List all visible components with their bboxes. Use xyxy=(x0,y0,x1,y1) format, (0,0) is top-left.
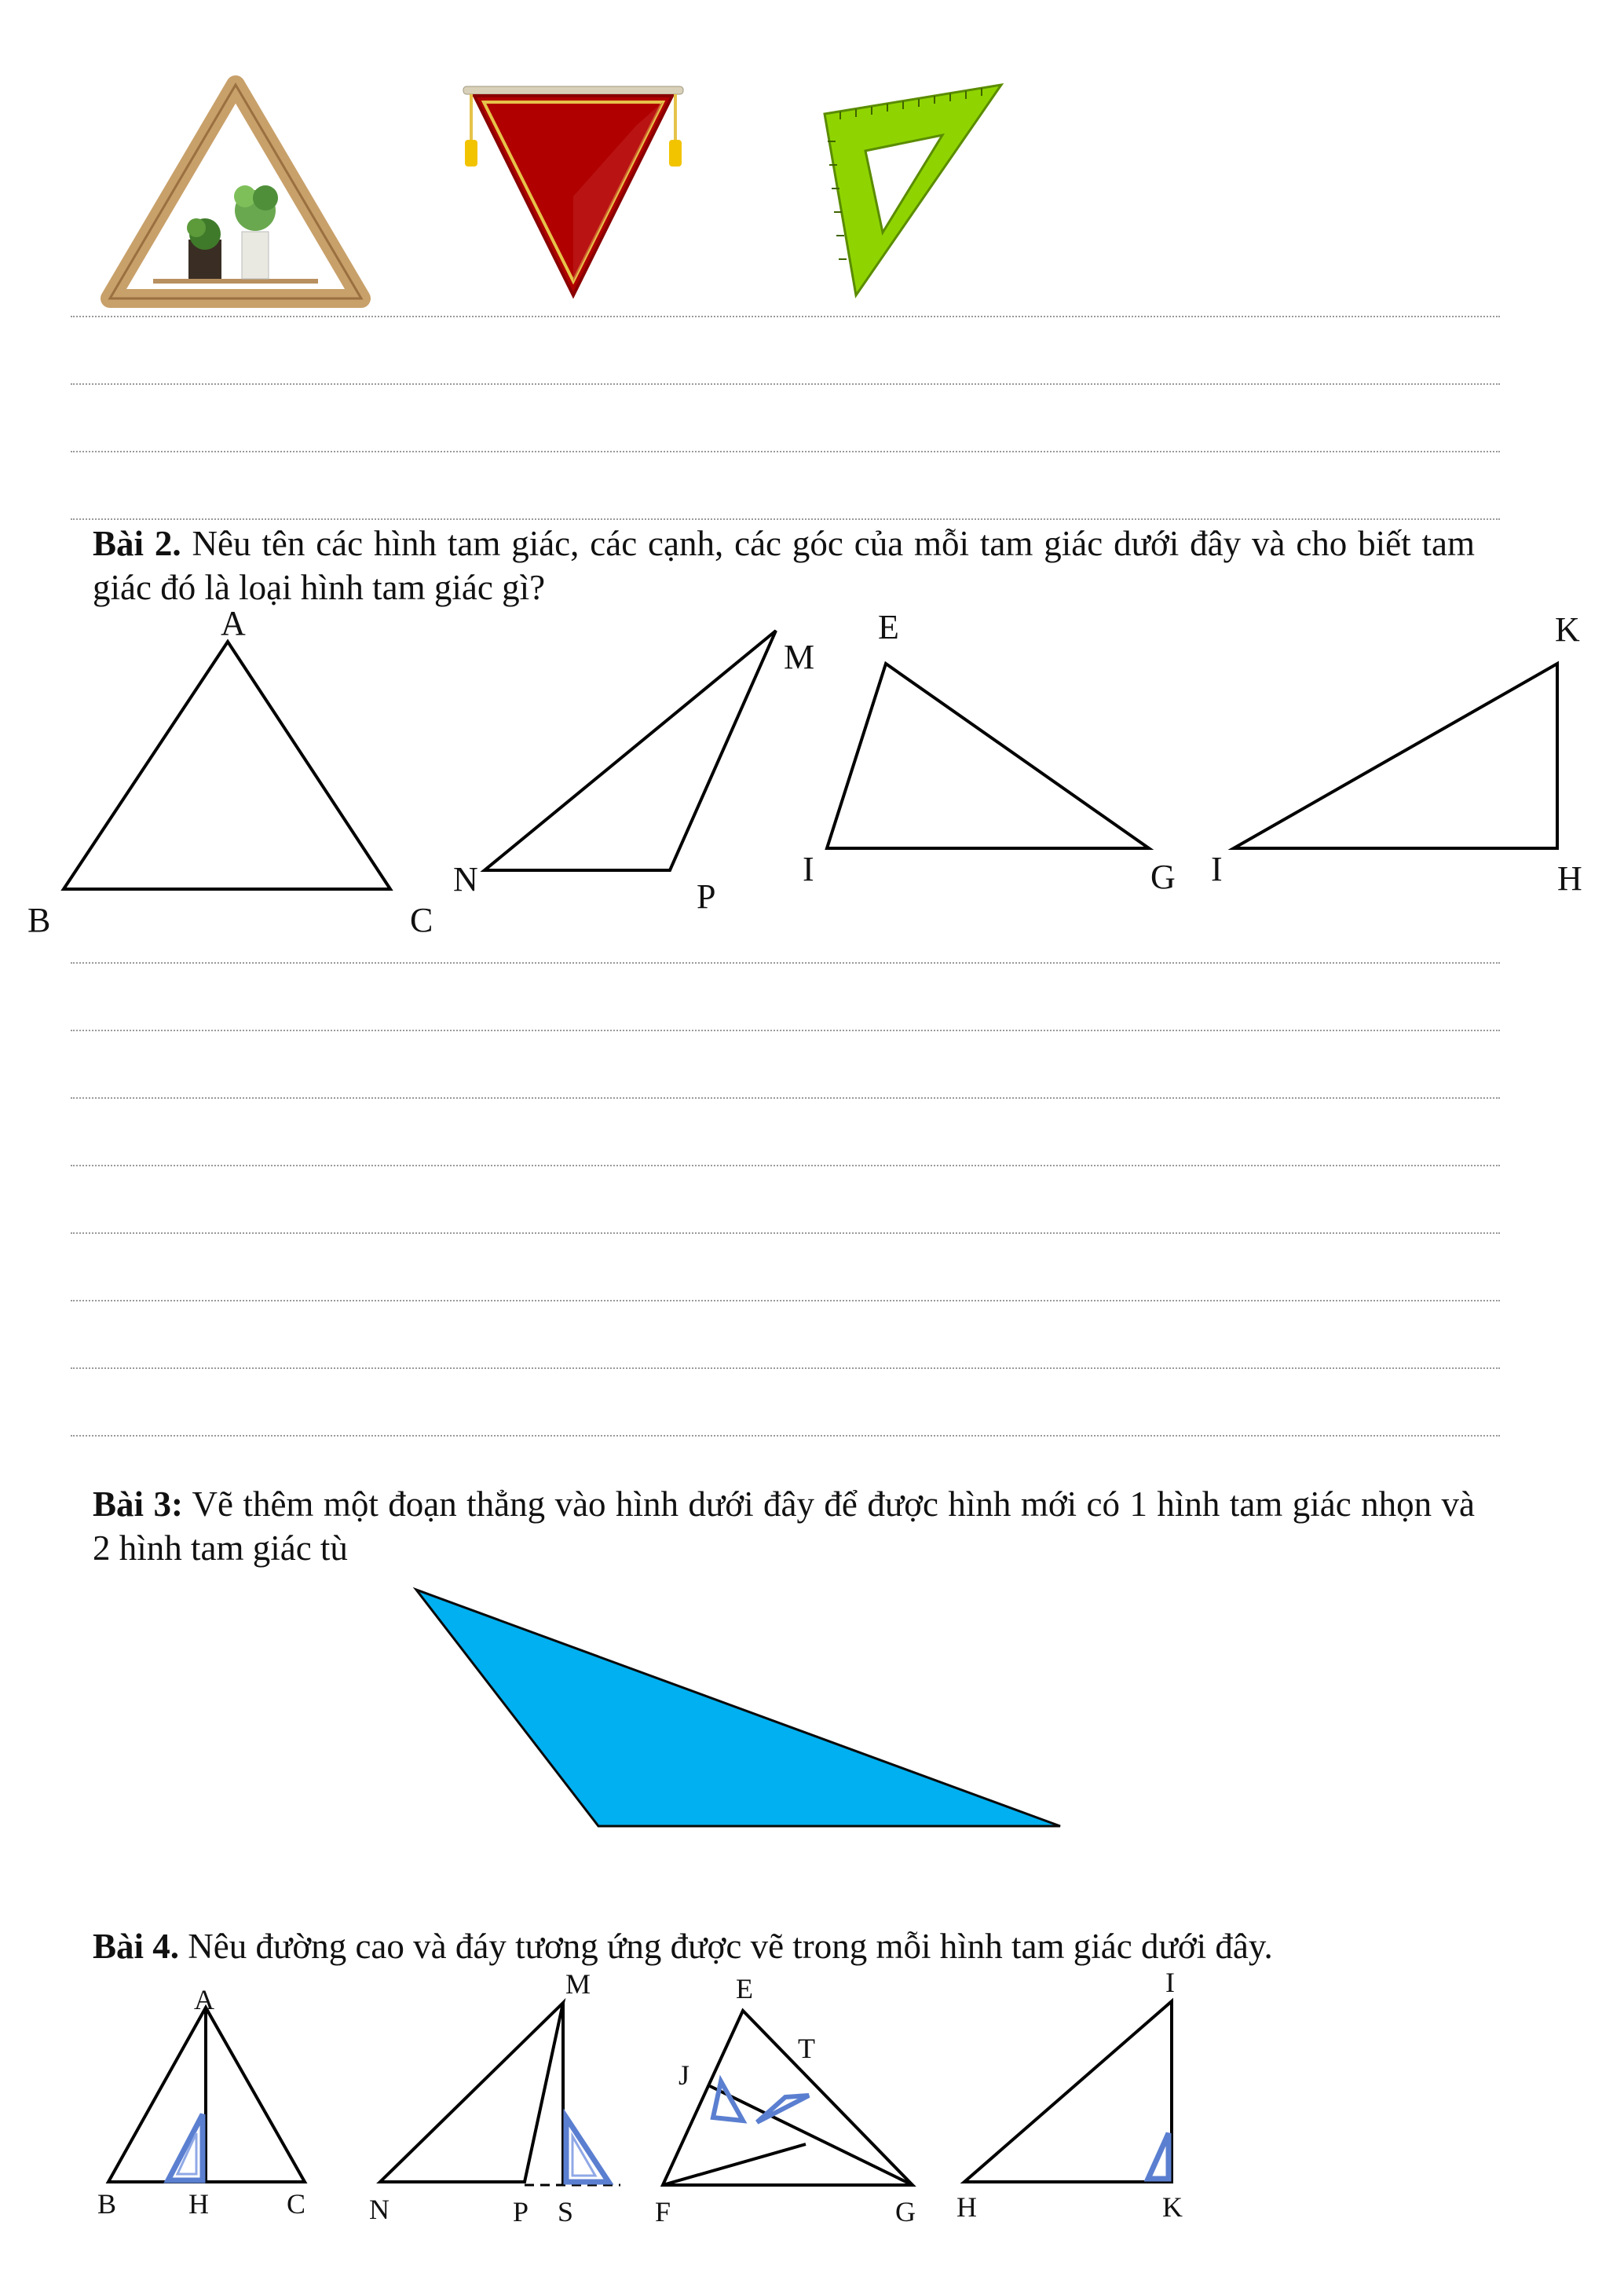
exercise-2-title: Bài 2. xyxy=(93,524,181,563)
answer-line xyxy=(71,962,1500,964)
answer-line xyxy=(71,1097,1500,1099)
exercise-4-text: Nêu đường cao và đáy tương ứng được vẽ trong mỗi hình tam giác dưới đây. xyxy=(179,1927,1273,1966)
fig4-label-f: F xyxy=(655,2196,671,2227)
answer-line xyxy=(71,451,1500,452)
exercise-2-prompt xyxy=(93,522,1475,609)
triangle-abc xyxy=(64,642,390,889)
fig4-label-c: C xyxy=(287,2188,306,2220)
answer-line xyxy=(71,1030,1500,1031)
vertex-label-m: M xyxy=(784,638,815,676)
answer-line xyxy=(71,1232,1500,1234)
fig4-label-n: N xyxy=(369,2194,390,2225)
triangle-eig xyxy=(827,664,1149,848)
pennant-flag-illustration xyxy=(455,79,691,306)
vertex-label-e: E xyxy=(878,608,899,646)
vertex-label-a: A xyxy=(221,604,246,642)
vertex-label-k: K xyxy=(1555,610,1580,649)
fig4-label-a: A xyxy=(194,1984,214,2015)
vertex-label-g: G xyxy=(1150,858,1176,896)
triangle-shelf-illustration xyxy=(102,79,369,314)
fig4-label-p: P xyxy=(513,2196,529,2227)
answer-line xyxy=(71,518,1500,520)
exercise-3-text: Vẽ thêm một đoạn thẳng vào hình dưới đây để được hình mới có 1 hình tam giác nhọn và 2 hình tam giác tù xyxy=(93,1484,1475,1568)
vertex-label-n: N xyxy=(453,860,478,899)
fig4-label-m: M xyxy=(565,1968,591,2000)
exercise-4-figures xyxy=(0,1979,1624,2215)
answer-line xyxy=(71,1165,1500,1166)
fig4-label-i: I xyxy=(1165,1967,1175,1998)
answer-line xyxy=(71,1300,1500,1301)
triangle-kih xyxy=(1234,664,1557,848)
vertex-label-h: H xyxy=(1557,859,1582,898)
exercise-2-text: Nêu tên các hình tam giác, các cạnh, các góc của mỗi tam giác dưới đây và cho biết tam giác đó là loại hình tam giác gì? xyxy=(93,524,1475,607)
answer-line xyxy=(71,1435,1500,1437)
answer-line xyxy=(71,316,1500,317)
vertex-label-i: I xyxy=(803,850,814,888)
fig4-label-s: S xyxy=(558,2196,574,2227)
fig4-label-t: T xyxy=(798,2033,815,2064)
fig4-label-h: H xyxy=(956,2191,977,2223)
set-square-ruler-illustration xyxy=(817,79,1021,306)
fig4-label-g: G xyxy=(895,2196,916,2227)
exercise-3-title: Bài 3: xyxy=(93,1484,183,1524)
answer-line xyxy=(71,383,1500,385)
fig4-label-h: H xyxy=(188,2188,209,2220)
exercise-4-title: Bài 4. xyxy=(93,1927,180,1966)
fig4-label-j: J xyxy=(678,2059,690,2091)
exercise-3-prompt xyxy=(93,1482,1475,1570)
vertex-label-c: C xyxy=(410,901,433,939)
fig4-label-k: K xyxy=(1162,2191,1183,2223)
answer-line xyxy=(71,1367,1500,1369)
fig4-label-e: E xyxy=(736,1973,753,2004)
vertex-label-i: I xyxy=(1211,850,1223,888)
fig4-label-b: B xyxy=(97,2188,117,2220)
exercise-3-obtuse-triangle xyxy=(0,1579,1624,1830)
triangle-mnp xyxy=(485,631,776,870)
vertex-label-b: B xyxy=(27,901,51,939)
vertex-label-p: P xyxy=(697,877,716,916)
exercise-4-prompt xyxy=(93,1924,1475,1968)
